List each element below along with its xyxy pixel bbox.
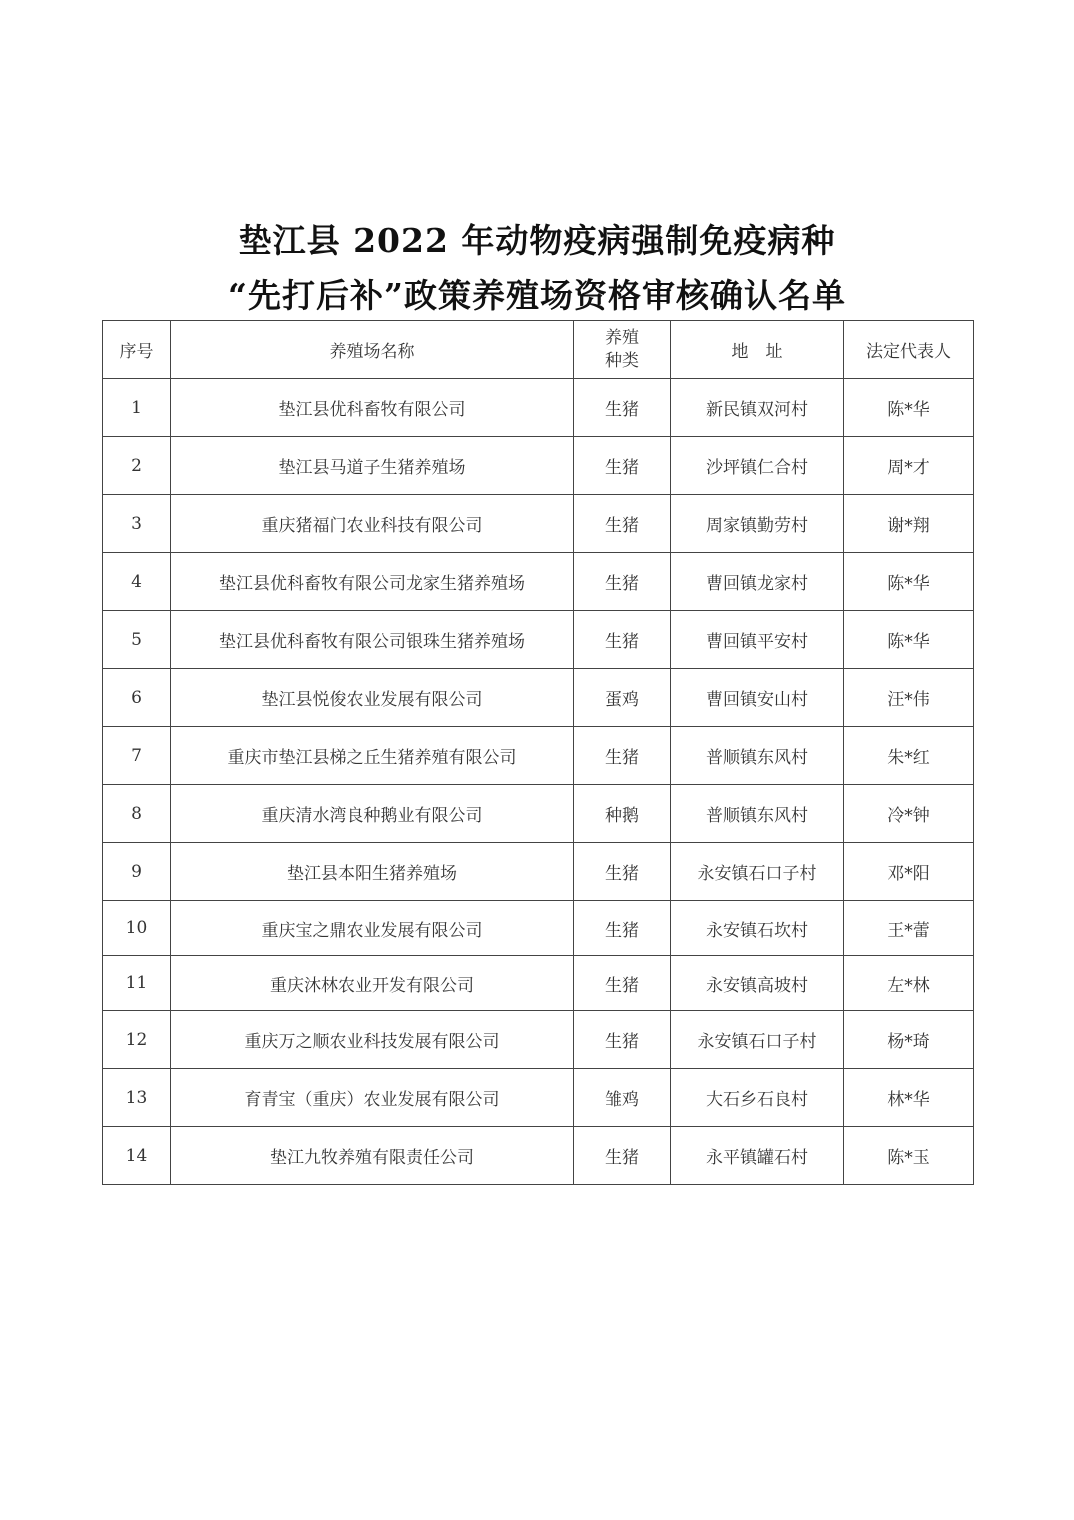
table-row xyxy=(103,495,974,553)
cell-species: 生猪 xyxy=(574,727,671,785)
cell-farm-name: 垫江县悦俊农业发展有限公司 xyxy=(171,669,574,727)
cell-farm-name: 重庆市垫江县梯之丘生猪养殖有限公司 xyxy=(171,727,574,785)
cell-legal-rep: 陈*华 xyxy=(844,611,974,669)
cell-seq: 1 xyxy=(103,379,171,437)
cell-seq: 6 xyxy=(103,669,171,727)
cell-farm-name: 垫江县本阳生猪养殖场 xyxy=(171,843,574,901)
cell-legal-rep: 朱*红 xyxy=(844,727,974,785)
cell-farm-name: 垫江县优科畜牧有限公司龙家生猪养殖场 xyxy=(171,553,574,611)
table-row xyxy=(103,669,974,727)
table-row xyxy=(103,785,974,843)
cell-species: 生猪 xyxy=(574,437,671,495)
cell-species: 生猪 xyxy=(574,495,671,553)
cell-seq: 14 xyxy=(103,1127,171,1185)
table-row xyxy=(103,1011,974,1069)
header-seq: 序号 xyxy=(103,321,171,379)
cell-address: 永安镇石口子村 xyxy=(671,843,844,901)
cell-seq: 9 xyxy=(103,843,171,901)
cell-farm-name: 重庆沐林农业开发有限公司 xyxy=(171,956,574,1011)
table-row xyxy=(103,956,974,1011)
cell-farm-name: 垫江县优科畜牧有限公司银珠生猪养殖场 xyxy=(171,611,574,669)
cell-address: 普顺镇东风村 xyxy=(671,727,844,785)
cell-address: 永安镇石口子村 xyxy=(671,1011,844,1069)
cell-seq: 2 xyxy=(103,437,171,495)
cell-species: 蛋鸡 xyxy=(574,669,671,727)
header-legal-rep: 法定代表人 xyxy=(844,321,974,379)
table-row xyxy=(103,379,974,437)
header-species xyxy=(574,321,671,379)
cell-legal-rep: 杨*琦 xyxy=(844,1011,974,1069)
cell-species: 生猪 xyxy=(574,1127,671,1185)
table-row xyxy=(103,1069,974,1127)
cell-seq: 3 xyxy=(103,495,171,553)
cell-address: 沙坪镇仁合村 xyxy=(671,437,844,495)
cell-legal-rep: 陈*华 xyxy=(844,553,974,611)
table-row xyxy=(103,901,974,956)
cell-address: 永安镇石坎村 xyxy=(671,901,844,956)
document-title-line-2: “先打后补”政策养殖场资格审核确认名单 xyxy=(228,276,846,315)
cell-farm-name: 重庆宝之鼎农业发展有限公司 xyxy=(171,901,574,956)
cell-species: 生猪 xyxy=(574,553,671,611)
cell-farm-name: 重庆猪福门农业科技有限公司 xyxy=(171,495,574,553)
table-row xyxy=(103,553,974,611)
cell-address: 大石乡石良村 xyxy=(671,1069,844,1127)
cell-address: 周家镇勤劳村 xyxy=(671,495,844,553)
cell-species: 生猪 xyxy=(574,611,671,669)
document-title-line-1: 垫江县 2022 年动物疫病强制免疫病种 xyxy=(238,221,836,260)
cell-seq: 7 xyxy=(103,727,171,785)
cell-seq: 13 xyxy=(103,1069,171,1127)
table-row xyxy=(103,437,974,495)
table-row xyxy=(103,611,974,669)
cell-species: 生猪 xyxy=(574,1011,671,1069)
cell-address: 新民镇双河村 xyxy=(671,379,844,437)
cell-species: 生猪 xyxy=(574,901,671,956)
cell-legal-rep: 冷*钟 xyxy=(844,785,974,843)
cell-legal-rep: 左*林 xyxy=(844,956,974,1011)
cell-species: 种鹅 xyxy=(574,785,671,843)
cell-seq: 4 xyxy=(103,553,171,611)
cell-address: 曹回镇龙家村 xyxy=(671,553,844,611)
header-species-line-1: 养殖 xyxy=(605,327,639,348)
table-row xyxy=(103,1127,974,1185)
cell-species: 生猪 xyxy=(574,379,671,437)
cell-species: 雏鸡 xyxy=(574,1069,671,1127)
cell-address: 永安镇高坡村 xyxy=(671,956,844,1011)
cell-seq: 10 xyxy=(103,901,171,956)
cell-farm-name: 垫江县马道子生猪养殖场 xyxy=(171,437,574,495)
cell-farm-name: 重庆清水湾良种鹅业有限公司 xyxy=(171,785,574,843)
cell-address: 普顺镇东风村 xyxy=(671,785,844,843)
cell-address: 曹回镇平安村 xyxy=(671,611,844,669)
cell-legal-rep: 邓*阳 xyxy=(844,843,974,901)
cell-legal-rep: 周*才 xyxy=(844,437,974,495)
cell-legal-rep: 汪*伟 xyxy=(844,669,974,727)
cell-seq: 11 xyxy=(103,956,171,1011)
cell-seq: 5 xyxy=(103,611,171,669)
cell-legal-rep: 陈*华 xyxy=(844,379,974,437)
cell-address: 永平镇罐石村 xyxy=(671,1127,844,1185)
cell-address: 曹回镇安山村 xyxy=(671,669,844,727)
cell-seq: 8 xyxy=(103,785,171,843)
cell-legal-rep: 陈*玉 xyxy=(844,1127,974,1185)
table-row xyxy=(103,843,974,901)
cell-farm-name: 垫江九牧养殖有限责任公司 xyxy=(171,1127,574,1185)
header-species-line-2: 种类 xyxy=(605,350,639,371)
cell-legal-rep: 林*华 xyxy=(844,1069,974,1127)
cell-farm-name: 重庆万之顺农业科技发展有限公司 xyxy=(171,1011,574,1069)
cell-farm-name: 垫江县优科畜牧有限公司 xyxy=(171,379,574,437)
table-header-row xyxy=(103,321,974,379)
cell-legal-rep: 王*蕾 xyxy=(844,901,974,956)
cell-seq: 12 xyxy=(103,1011,171,1069)
farm-roster-table xyxy=(102,320,974,1185)
table-row xyxy=(103,727,974,785)
cell-species: 生猪 xyxy=(574,843,671,901)
header-farm-name: 养殖场名称 xyxy=(171,321,574,379)
cell-farm-name: 育青宝（重庆）农业发展有限公司 xyxy=(171,1069,574,1127)
cell-species: 生猪 xyxy=(574,956,671,1011)
header-address: 地 址 xyxy=(671,321,844,379)
cell-legal-rep: 谢*翔 xyxy=(844,495,974,553)
